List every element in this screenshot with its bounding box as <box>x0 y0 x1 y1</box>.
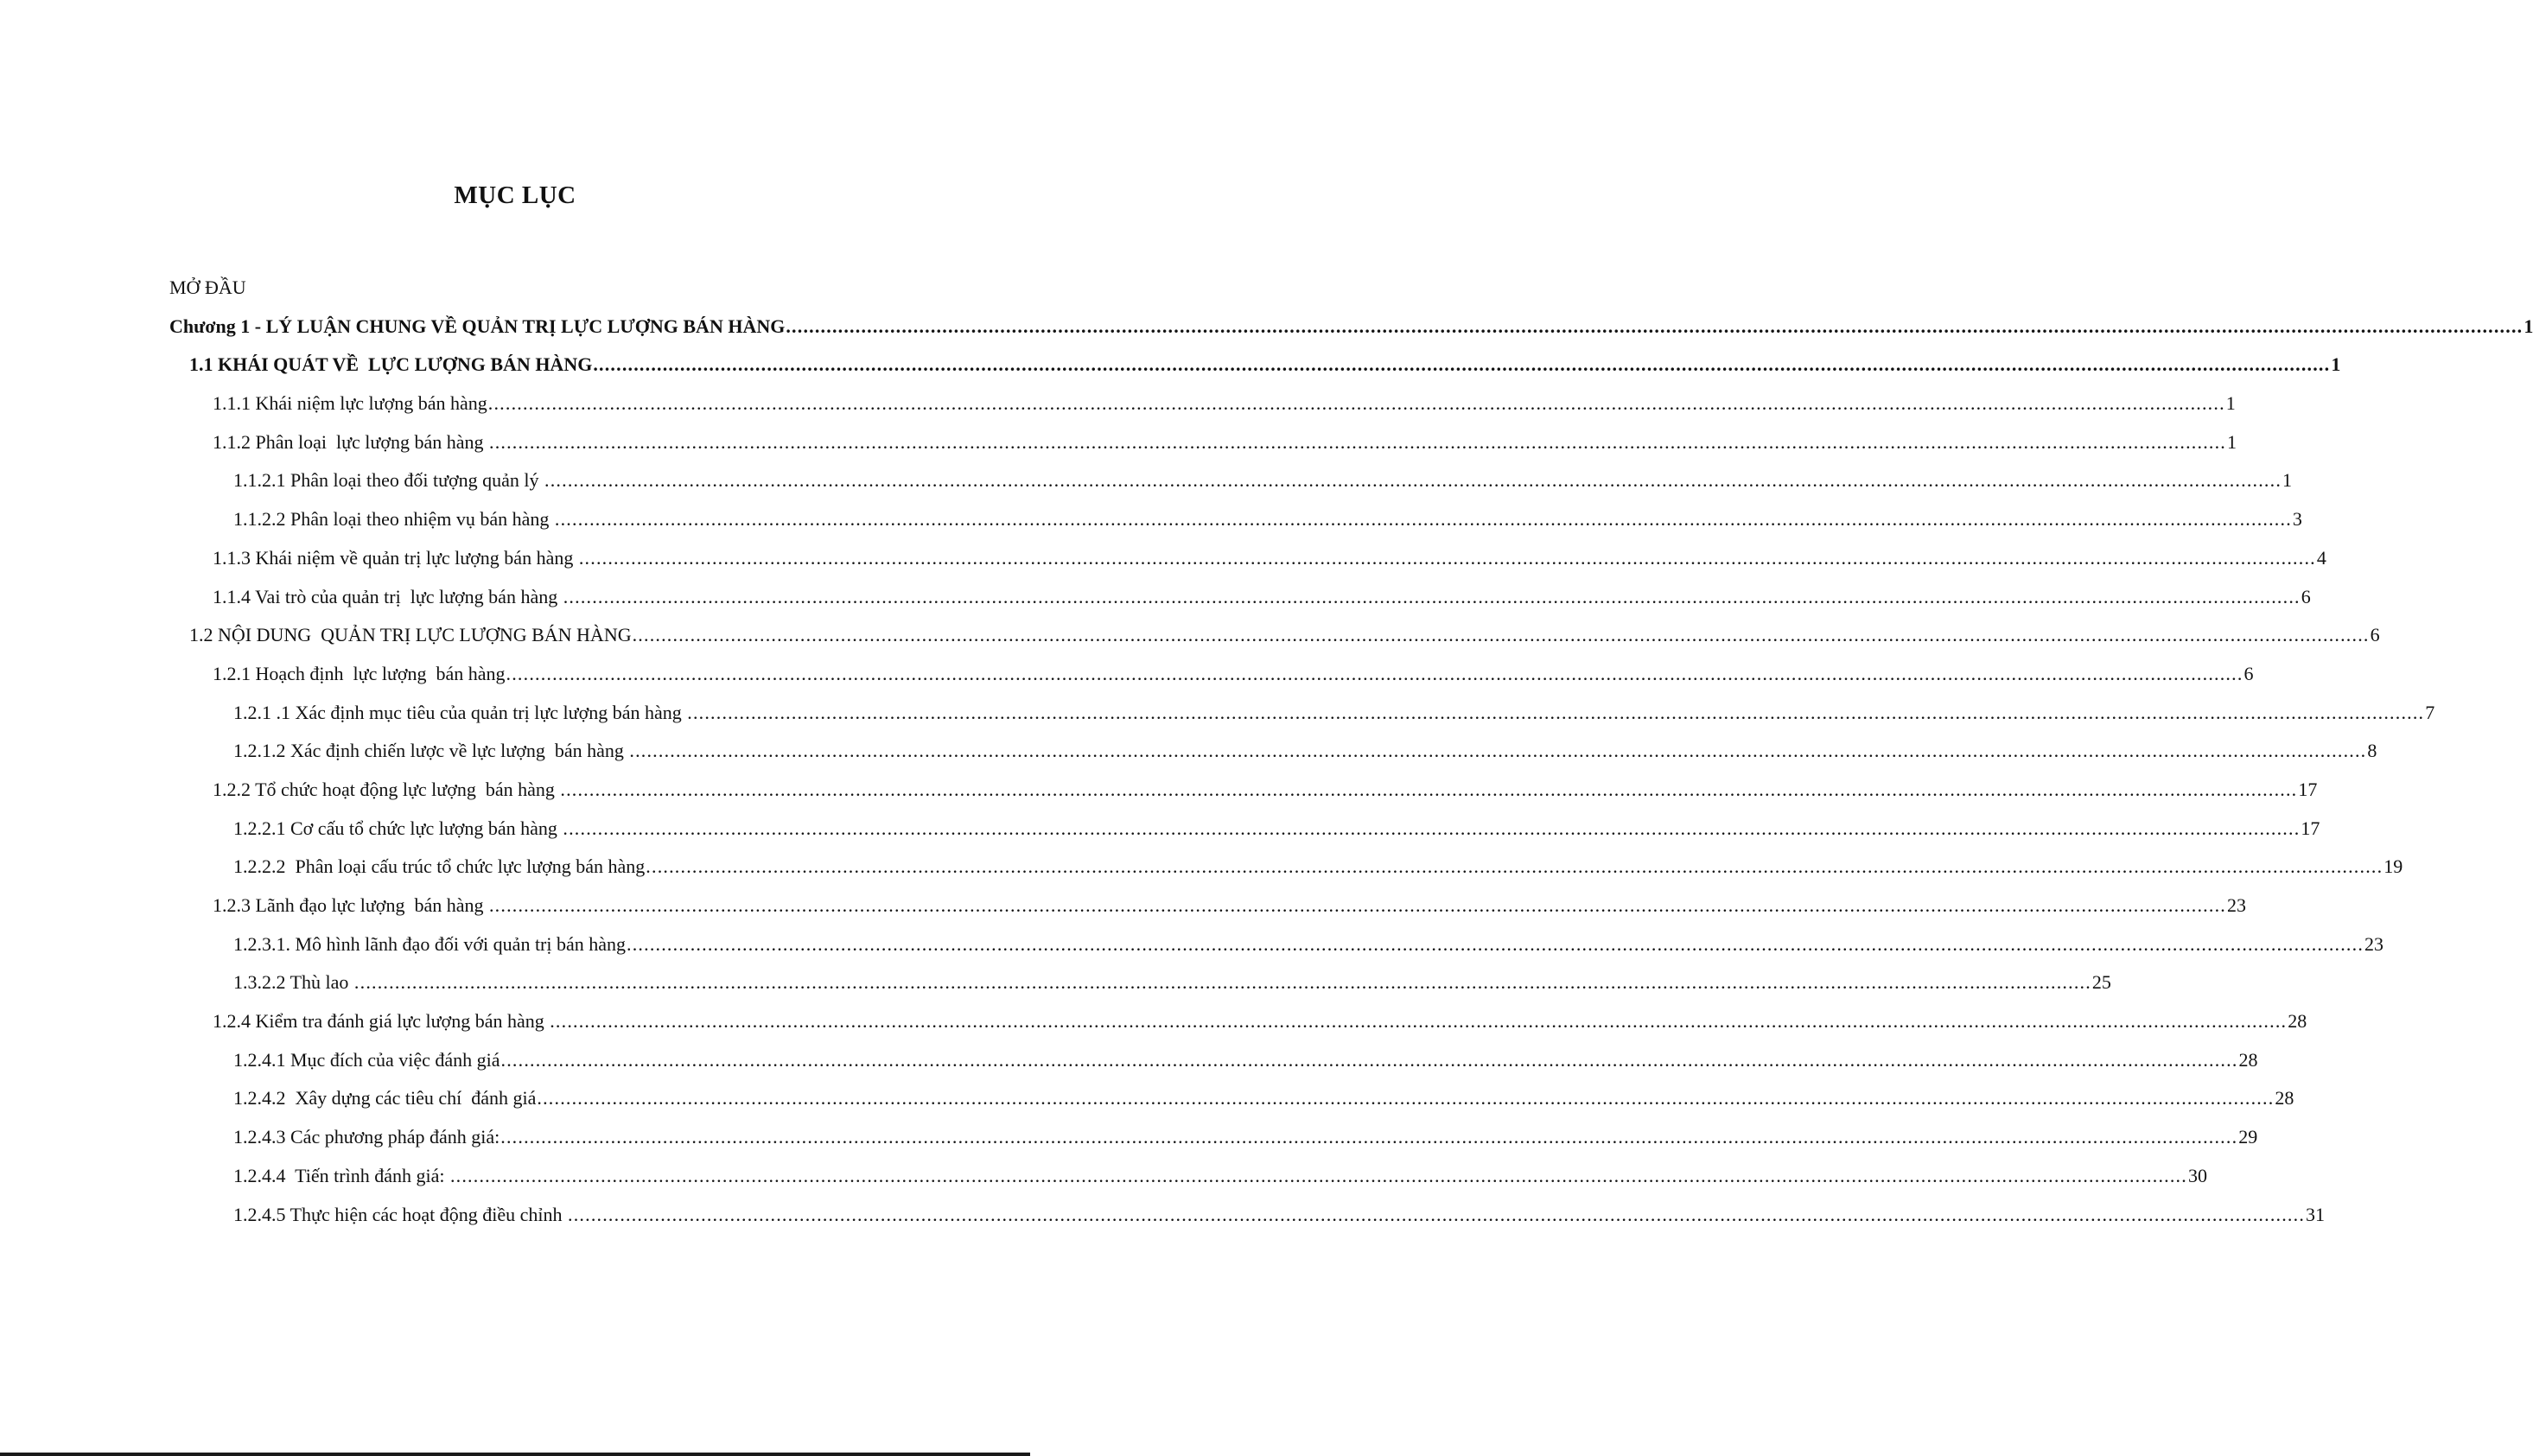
toc-dot-leader: ............................................................................................................................................................................................................................................................................................................ <box>500 1126 2238 1148</box>
toc-entry-label: 1.2 NỘI DUNG QUẢN TRỊ LỰC LƯỢNG BÁN HÀNG <box>189 624 632 646</box>
toc-entry-label: 1.1.2.2 Phân loại theo nhiệm vụ bán hàng <box>233 508 554 531</box>
toc-entry-label: 1.1.2.1 Phân loại theo đối tượng quản lý <box>233 469 544 492</box>
toc-dot-leader: ............................................................................................................................................................................................................................................................................................................ <box>537 1087 2275 1109</box>
toc-entry[interactable] <box>169 616 2380 655</box>
toc-page-number: 6 <box>2243 662 2254 684</box>
toc-dot-leader: ............................................................................................................................................................................................................................................................................................................ <box>563 817 2301 839</box>
toc-dot-leader: ............................................................................................................................................................................................................................................................................................................ <box>560 778 2298 800</box>
toc-entry[interactable] <box>169 500 2302 539</box>
toc-entry-label: 1.2.3.1. Mô hình lãnh đạo đối với quản trị bán hàng <box>233 932 627 955</box>
toc-entry[interactable] <box>169 539 2326 578</box>
toc-page-number: 30 <box>2187 1164 2207 1186</box>
toc-dot-leader: ............................................................................................................................................................................................................................................................................................................ <box>632 624 2370 646</box>
toc-dot-leader: ............................................................................................................................................................................................................................................................................................................ <box>687 701 2425 723</box>
toc-page-number: 1 <box>2225 392 2236 415</box>
toc-entry-label: 1.1.4 Vai trò của quản trị lực lượng bán hàng <box>213 585 563 607</box>
toc-entry[interactable] <box>169 346 2341 385</box>
toc-dot-leader: ............................................................................................................................................................................................................................................................................................................ <box>506 662 2243 684</box>
toc-entry-label: 1.2.4.1 Mục đích của việc đánh giá <box>233 1048 500 1071</box>
toc-entry-label: 1.2.4.5 Thực hiện các hoạt động điều chỉnh <box>233 1203 568 1225</box>
toc-page-number: 29 <box>2238 1126 2258 1148</box>
toc-dot-leader: ............................................................................................................................................................................................................................................................................................................ <box>554 508 2292 531</box>
toc-page-number: 28 <box>2238 1048 2258 1071</box>
toc-dot-leader: ............................................................................................................................................................................................................................................................................................................ <box>646 855 2383 878</box>
toc-page-number: 31 <box>2306 1203 2326 1225</box>
toc-dot-leader: ............................................................................................................................................................................................................................................................................................................ <box>627 932 2364 955</box>
toc-entry-label: 1.2.2 Tổ chức hoạt động lực lượng bán hàng <box>213 778 560 800</box>
toc-page-number: 1 <box>2227 430 2237 453</box>
toc-dot-leader: ............................................................................................................................................................................................................................................................................................................ <box>488 894 2226 916</box>
toc-page-number: 3 <box>2292 508 2302 531</box>
page-title: MỤC LỤC <box>454 181 576 209</box>
toc-entry[interactable] <box>169 308 2533 347</box>
toc-entry[interactable] <box>169 423 2237 462</box>
toc-entry[interactable] <box>169 578 2311 617</box>
toc-entry-label: 1.2.1 Hoạch định lực lượng bán hàng <box>213 662 506 684</box>
toc-entry-label: 1.1.1 Khái niệm lực lượng bán hàng <box>213 392 487 415</box>
toc-entry[interactable] <box>169 1002 2307 1041</box>
toc-entry[interactable] <box>169 385 2236 423</box>
toc-entry[interactable] <box>169 1196 2326 1235</box>
toc-entry-label: Chương 1 - LÝ LUẬN CHUNG VỀ QUẢN TRỊ LỰC LƯỢNG BÁN HÀNG <box>169 315 786 337</box>
toc-page-number: 7 <box>2425 701 2435 723</box>
toc-entry-label: 1.2.2.2 Phân loại cấu trúc tổ chức lực lượng bán hàng <box>233 855 646 878</box>
toc-entry[interactable] <box>169 461 2293 500</box>
toc-entry[interactable] <box>169 810 2320 849</box>
toc-entry-label: 1.1 KHÁI QUÁT VỀ LỰC LƯỢNG BÁN HÀNG <box>189 353 593 376</box>
toc-entry[interactable] <box>169 1079 2294 1118</box>
toc-dot-leader: ............................................................................................................................................................................................................................................................................................................ <box>563 585 2301 607</box>
toc-page-number: 4 <box>2316 546 2326 569</box>
toc-page-number: 28 <box>2288 1010 2307 1033</box>
toc-dot-leader: ............................................................................................................................................................................................................................................................................................................ <box>786 315 2523 337</box>
toc-page-number: 17 <box>2301 817 2320 839</box>
toc-entry-label: 1.2.1 .1 Xác định mục tiêu của quản trị lực lượng bán hàng <box>233 701 687 723</box>
toc-dot-leader: ............................................................................................................................................................................................................................................................................................................ <box>629 740 2367 762</box>
toc-dot-leader: ............................................................................................................................................................................................................................................................................................................ <box>489 430 2226 453</box>
toc-entry-label: 1.1.2 Phân loại lực lượng bán hàng <box>213 430 488 453</box>
toc-page-number: 1 <box>2282 469 2293 492</box>
toc-dot-leader: ............................................................................................................................................................................................................................................................................................................ <box>500 1048 2238 1071</box>
toc-entry-label: 1.2.4.4 Tiến trình đánh giá: <box>233 1164 449 1186</box>
toc-entry[interactable] <box>169 694 2435 733</box>
toc-entry[interactable] <box>169 269 921 308</box>
toc-entry-label: 1.2.2.1 Cơ cấu tổ chức lực lượng bán hàng <box>233 817 563 839</box>
toc-dot-leader: ............................................................................................................................................................................................................................................................................................................ <box>544 469 2282 492</box>
toc-entry-label: 1.2.4.2 Xây dựng các tiêu chí đánh giá <box>233 1087 537 1109</box>
toc-dot-leader: ............................................................................................................................................................................................................................................................................................................ <box>578 546 2316 569</box>
page-bottom-border <box>0 1453 1030 1456</box>
toc-page-number: 1 <box>2331 353 2341 376</box>
toc-page-number: 1 <box>2523 315 2533 337</box>
toc-page-number: 28 <box>2275 1087 2294 1109</box>
toc-page-number: 23 <box>2364 932 2384 955</box>
toc-page-number: 23 <box>2226 894 2246 916</box>
toc-entry-label: 1.2.4 Kiểm tra đánh giá lực lượng bán hàng <box>213 1010 550 1033</box>
toc-entry[interactable] <box>169 1118 2258 1157</box>
toc-entry-label: 1.3.2.2 Thù lao <box>233 971 353 994</box>
toc-entry[interactable] <box>169 925 2384 964</box>
toc-dot-leader: ............................................................................................................................................................................................................................................................................................................ <box>568 1203 2306 1225</box>
toc-page-number: 8 <box>2367 740 2377 762</box>
toc-dot-leader: ............................................................................................................................................................................................................................................................................................................ <box>449 1164 2187 1186</box>
toc-entry[interactable] <box>169 732 2377 771</box>
toc-entry[interactable] <box>169 848 2403 887</box>
toc-entry[interactable] <box>169 1041 2258 1080</box>
toc-dot-leader: ............................................................................................................................................................................................................................................................................................................ <box>353 971 2091 994</box>
toc-entry[interactable] <box>169 771 2318 810</box>
toc-entry-label: 1.1.3 Khái niệm về quản trị lực lượng bán hàng <box>213 546 578 569</box>
toc-dot-leader: ............................................................................................................................................................................................................................................................................................................ <box>550 1010 2288 1033</box>
toc-entry[interactable] <box>169 655 2254 694</box>
toc-entry-label: 1.2.3 Lãnh đạo lực lượng bán hàng <box>213 894 488 916</box>
table-of-contents <box>169 269 2533 1234</box>
toc-page-number: 6 <box>2301 585 2311 607</box>
toc-page-number: 19 <box>2383 855 2403 878</box>
toc-entry[interactable] <box>169 1157 2207 1196</box>
toc-entry-label: MỞ ĐẦU <box>169 277 246 298</box>
toc-dot-leader: ............................................................................................................................................................................................................................................................................................................ <box>487 392 2225 415</box>
toc-entry-label: 1.2.4.3 Các phương pháp đánh giá: <box>233 1126 500 1148</box>
toc-entry-label: 1.2.1.2 Xác định chiến lược về lực lượng bán hàng <box>233 740 629 762</box>
toc-entry[interactable] <box>169 887 2246 925</box>
toc-page-number: 6 <box>2370 624 2380 646</box>
toc-page-number: 17 <box>2298 778 2318 800</box>
toc-entry[interactable] <box>169 963 2111 1002</box>
toc-page-number: 25 <box>2091 971 2111 994</box>
toc-dot-leader: ............................................................................................................................................................................................................................................................................................................ <box>593 353 2331 376</box>
